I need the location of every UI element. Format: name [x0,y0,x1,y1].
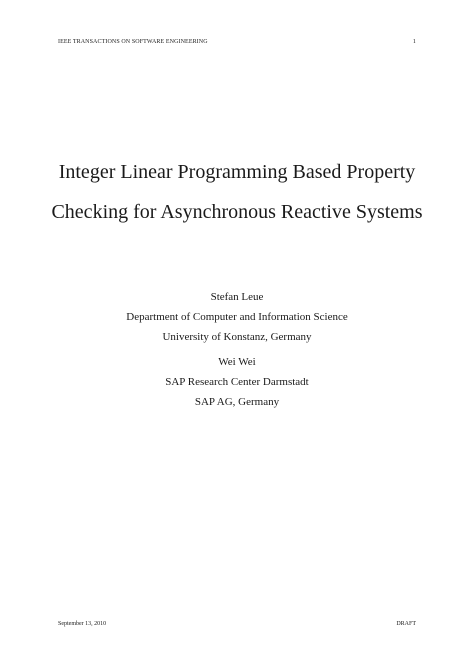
author-name: Stefan Leue [210,291,264,303]
page-number: 1 [412,39,416,45]
paper-title [0,160,474,224]
author-affiliation-line: Department of Computer and Information Science [126,311,348,323]
footer-date: September 13, 2010 [58,621,107,627]
author-affiliation-line: University of Konstanz, Germany [162,331,312,343]
author-affiliation-line: SAP AG, Germany [194,396,280,408]
author-name: Wei Wei [218,356,256,368]
title-line-1: Integer Linear Programming Based Property [58,161,416,183]
running-header [58,37,416,47]
author-block [0,290,474,415]
author-affiliation-line: SAP Research Center Darmstadt [165,376,309,388]
journal-name: IEEE TRANSACTIONS ON SOFTWARE ENGINEERING [58,39,208,45]
footer-status: DRAFT [396,621,416,627]
page-footer [58,619,416,629]
title-line-2: Checking for Asynchronous Reactive Systems [51,201,423,223]
